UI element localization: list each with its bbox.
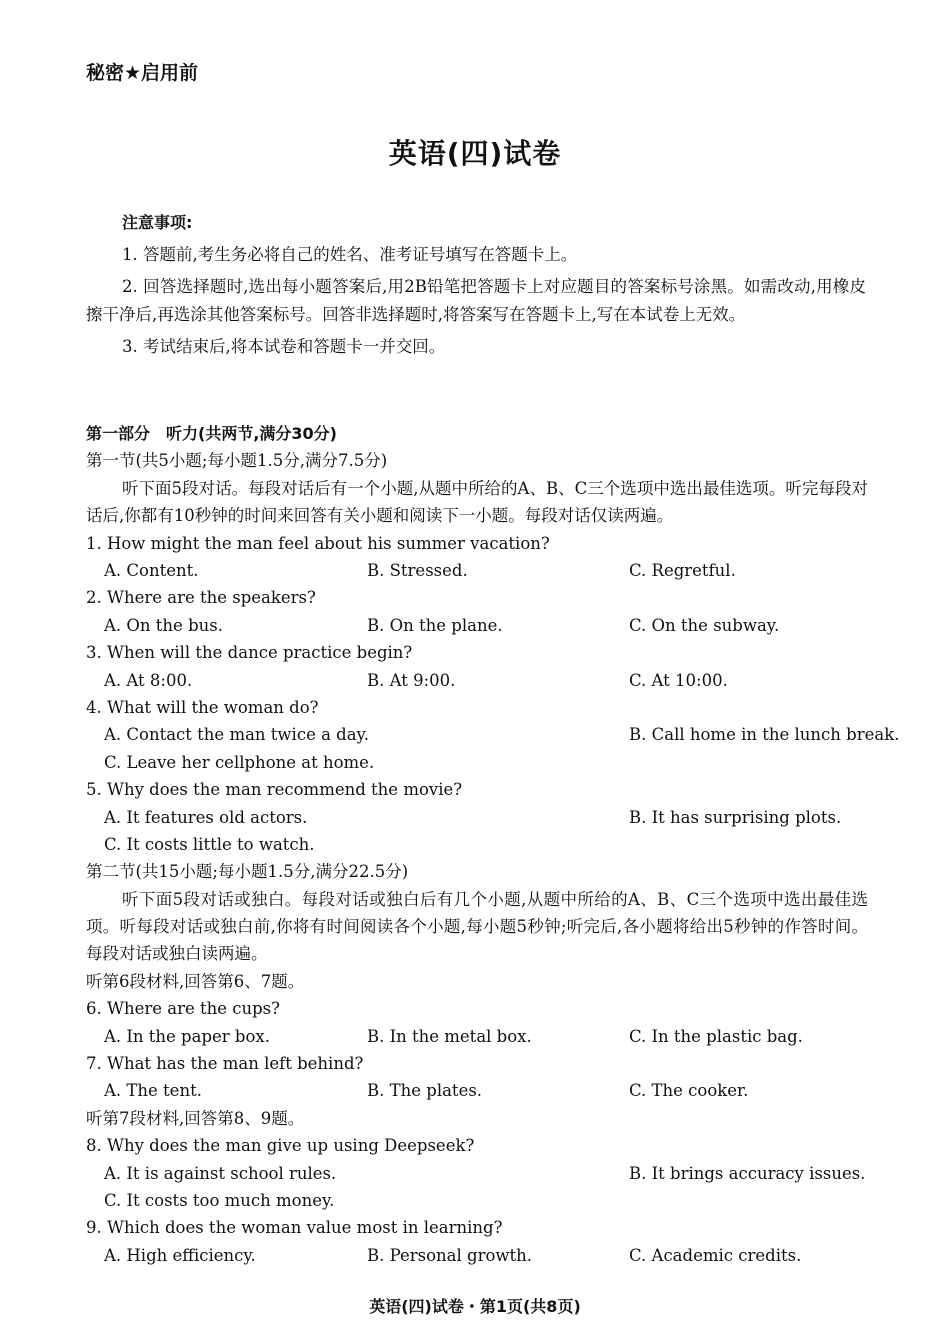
option-a: A. Contact the man twice a day. [104, 725, 369, 745]
notice-item: 2. 回答选择题时,选出每小题答案后,用2B铅笔把答题卡上对应题目的答案标号涂黑。如需改动,用橡皮擦干净后,再选涂其他答案标号。回答非选择题时,将答案写在答题卡上,写在本试卷上无效。 [86, 277, 866, 324]
question-options [86, 1160, 868, 1187]
option-c: C. It costs little to watch. [104, 834, 315, 854]
question-options [86, 1077, 868, 1104]
option-b: B. The plates. [367, 1081, 483, 1101]
question-stem: 9. Which does the woman value most in learning? [86, 1218, 503, 1238]
option-b: B. Call home in the lunch break. [629, 725, 900, 745]
question-stem: 1. How might the man feel about his summer vacation? [86, 533, 550, 553]
question-options [86, 804, 868, 831]
option-a: A. It is against school rules. [104, 1163, 337, 1183]
option-b: B. On the plane. [367, 615, 503, 635]
question-options [86, 1242, 868, 1269]
option-c: C. At 10:00. [629, 670, 728, 690]
material-heading: 听第6段材料,回答第6、7题。 [86, 971, 305, 991]
option-a: A. The tent. [104, 1081, 202, 1101]
option-a: A. High efficiency. [104, 1245, 256, 1265]
option-c: C. Leave her cellphone at home. [104, 752, 375, 772]
section2-heading: 第二节(共15小题;每小题1.5分,满分22.5分) [86, 862, 409, 882]
page-title: 英语(四)试卷 [388, 137, 562, 170]
question-stem: 3. When will the dance practice begin? [86, 643, 413, 663]
section2-instructions: 听下面5段对话或独白。每段对话或独白后有几个小题,从题中所给的A、B、C三个选项中选出最佳选项。听每段对话或独白前,你将有时间阅读各个小题,每小题5秒钟;听完后,各小题将给出5秒钟的作答时间。每段对话或独白读两遍。 [86, 889, 868, 964]
notice-item: 3. 考试结束后,将本试卷和答题卡一并交回。 [122, 337, 446, 356]
question-stem: 4. What will the woman do? [86, 697, 319, 717]
question-options [86, 612, 868, 639]
option-b: B. It has surprising plots. [629, 807, 842, 827]
section1-instructions: 听下面5段对话。每段对话后有一个小题,从题中所给的A、B、C三个选项中选出最佳选项。听完每段对话后,你都有10秒钟的时间来回答有关小题和阅读下一小题。每段对话仅读两遍。 [86, 478, 868, 526]
option-c: C. Regretful. [629, 560, 736, 580]
option-c: C. It costs too much money. [104, 1191, 335, 1211]
question-options [86, 831, 868, 858]
notice-item: 1. 答题前,考生务必将自己的姓名、准考证号填写在答题卡上。 [122, 245, 578, 264]
option-b: B. Stressed. [367, 560, 468, 580]
question-options [86, 557, 868, 584]
question-options [86, 721, 900, 748]
option-b: B. At 9:00. [367, 670, 456, 690]
option-a: A. In the paper box. [104, 1026, 270, 1046]
listening-part [86, 420, 900, 1269]
question-stem: 2. Where are the speakers? [86, 588, 316, 608]
option-c: C. In the plastic bag. [629, 1026, 803, 1046]
option-a: A. Content. [104, 560, 199, 580]
material-heading: 听第7段材料,回答第8、9题。 [86, 1108, 305, 1128]
page-footer: 英语(四)试卷・第1页(共8页) [369, 1297, 581, 1316]
question-options [86, 667, 868, 694]
question-options [86, 1187, 868, 1214]
option-b: B. It brings accuracy issues. [629, 1163, 866, 1183]
question-stem: 8. Why does the man give up using Deepseek? [86, 1136, 475, 1156]
question-stem: 6. Where are the cups? [86, 999, 280, 1019]
option-b: B. In the metal box. [367, 1026, 532, 1046]
option-c: C. Academic credits. [629, 1245, 802, 1265]
notice-section [86, 210, 866, 365]
section1-heading: 第一节(共5小题;每小题1.5分,满分7.5分) [86, 451, 388, 471]
notice-heading: 注意事项: [122, 213, 193, 232]
option-b: B. Personal growth. [367, 1245, 533, 1265]
option-a: A. On the bus. [104, 615, 223, 635]
question-stem: 7. What has the man left behind? [86, 1054, 364, 1074]
part1-heading: 第一部分 听力(共两节,满分30分) [86, 424, 337, 443]
option-a: A. At 8:00. [104, 670, 193, 690]
question-options [86, 1023, 868, 1050]
option-c: C. The cooker. [629, 1081, 749, 1101]
option-a: A. It features old actors. [104, 807, 308, 827]
confidential-label: 秘密★启用前 [86, 62, 199, 84]
question-stem: 5. Why does the man recommend the movie? [86, 780, 463, 800]
option-c: C. On the subway. [629, 615, 780, 635]
question-options [86, 749, 868, 776]
